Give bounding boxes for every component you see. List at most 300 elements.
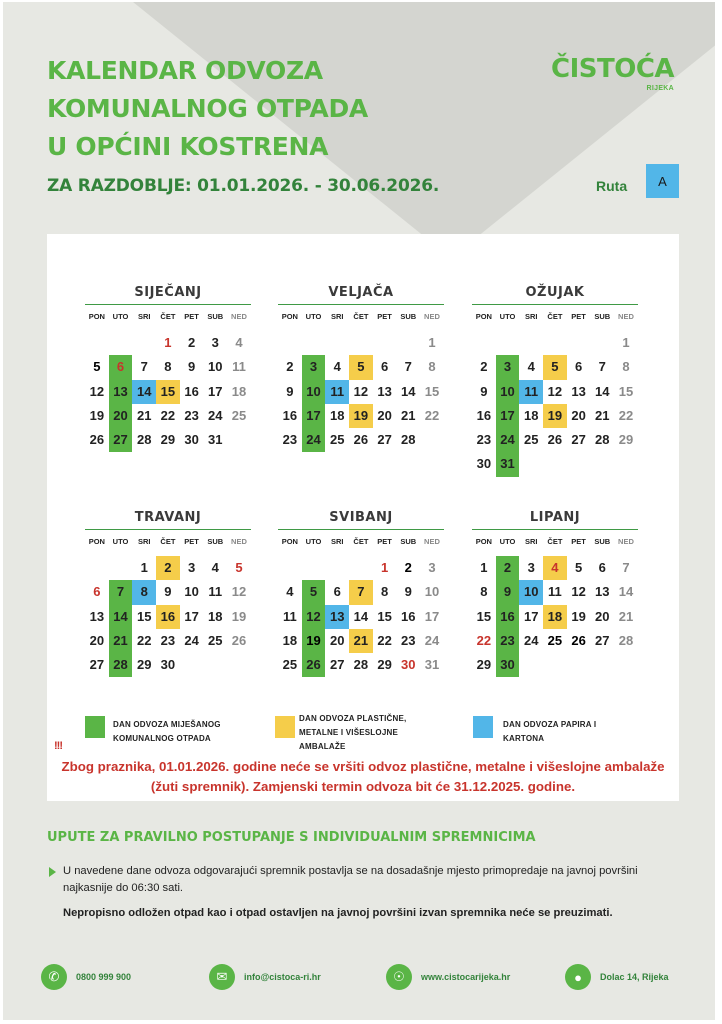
day-cell: 16 <box>184 383 199 399</box>
legend-yellow-swatch <box>275 716 295 738</box>
weekday-label: NED <box>424 537 440 546</box>
day-cell: 7 <box>140 359 148 375</box>
legend-green-label: DAN ODVOZA MIJEŠANOG KOMUNALNOG OTPADA <box>113 720 221 743</box>
footer-email[interactable] <box>209 964 321 990</box>
empty-cell <box>325 556 349 580</box>
day-cell: 17 <box>523 608 539 624</box>
day-cell: 13 <box>377 383 392 399</box>
day-cell: 1 <box>140 560 148 575</box>
day-cell: 21 <box>349 629 373 653</box>
day-cell: 14 <box>401 383 416 399</box>
day-cell: 23 <box>160 632 176 648</box>
day-grid <box>472 556 638 677</box>
day-cell: 24 <box>208 407 223 423</box>
day-cell: 9 <box>164 584 172 600</box>
legend-green-swatch <box>85 716 105 738</box>
day-cell: 8 <box>132 580 156 604</box>
day-cell: 25 <box>523 432 539 448</box>
weekday-header <box>278 537 444 551</box>
phone-icon: ✆ <box>41 964 67 990</box>
weekday-label: SUB <box>207 537 224 546</box>
day-cell: 17 <box>302 404 326 428</box>
day-cell: 30 <box>184 432 199 448</box>
weekday-label: ČET <box>353 312 369 321</box>
day-cell: 27 <box>595 632 610 648</box>
warning-marks: !!! <box>54 740 62 752</box>
day-cell: 28 <box>618 632 634 648</box>
weekday-label: UTO <box>499 537 516 546</box>
month-name: SVIBANJ <box>329 510 393 525</box>
day-cell: 22 <box>160 407 176 423</box>
legend-blue-swatch <box>473 716 493 738</box>
weekday-label: NED <box>231 537 247 546</box>
day-cell: 19 <box>543 404 567 428</box>
day-cell: 19 <box>349 404 373 428</box>
weekday-label: UTO <box>112 312 129 321</box>
empty-cell <box>278 331 302 355</box>
day-cell: 18 <box>543 605 567 629</box>
day-cell: 11 <box>519 380 543 404</box>
day-cell: 30 <box>160 657 176 673</box>
empty-cell <box>302 556 326 580</box>
day-cell: 9 <box>496 580 520 604</box>
day-cell: 14 <box>132 380 156 404</box>
day-cell: 22 <box>476 632 492 648</box>
day-cell: 17 <box>496 404 520 428</box>
day-cell: 12 <box>547 383 563 399</box>
instruction-1: U navedene dane odvoza odgovarajući spremnik postavlja se na dosadašnje mjesto primopredaje na javnoj površini najkasnije do 06:30 sati. <box>63 865 638 894</box>
day-cell: 14 <box>353 608 369 624</box>
weekday-label: PON <box>88 312 105 321</box>
day-cell: 8 <box>480 584 488 600</box>
day-cell: 1 <box>480 560 488 575</box>
weekday-label: SRI <box>330 312 344 321</box>
day-cell: 5 <box>302 580 326 604</box>
weekday-label: ČET <box>547 312 563 321</box>
day-cell: 21 <box>618 608 634 624</box>
month-5 <box>472 510 638 677</box>
day-cell: 2 <box>187 335 196 350</box>
empty-cell <box>396 331 420 355</box>
day-cell: 3 <box>211 335 219 350</box>
day-cell: 23 <box>282 432 298 448</box>
footer-address-text: Dolac 14, Rijeka <box>600 972 669 982</box>
weekday-label: PET <box>377 537 392 546</box>
day-cell: 27 <box>109 428 133 452</box>
day-cell: 6 <box>574 359 583 375</box>
weekday-label: ČET <box>160 537 176 546</box>
empty-cell <box>567 331 591 355</box>
day-cell: 22 <box>377 632 392 648</box>
day-cell: 31 <box>496 452 520 476</box>
weekday-label: PON <box>475 537 492 546</box>
day-grid <box>85 556 251 677</box>
day-cell: 12 <box>571 584 586 600</box>
day-cell: 3 <box>428 560 436 575</box>
day-cell: 18 <box>231 383 247 399</box>
weekday-label: SRI <box>330 537 344 546</box>
day-cell: 9 <box>480 383 488 399</box>
day-cell: 11 <box>232 359 246 375</box>
calendar-card <box>47 234 679 801</box>
bullet-icon <box>49 867 56 877</box>
day-cell: 6 <box>598 560 606 575</box>
day-cell: 28 <box>353 657 369 673</box>
empty-cell <box>85 556 109 580</box>
day-cell: 21 <box>401 407 416 423</box>
day-cell: 25 <box>208 632 223 648</box>
day-cell: 30 <box>476 456 492 472</box>
weekday-label: SUB <box>594 312 611 321</box>
day-cell: 8 <box>380 584 389 600</box>
day-grid <box>278 331 444 452</box>
day-cell: 15 <box>618 383 634 399</box>
day-cell: 2 <box>156 556 180 580</box>
day-cell: 19 <box>302 629 326 653</box>
day-cell: 20 <box>595 608 610 624</box>
day-cell: 5 <box>574 560 583 575</box>
weekday-label: SRI <box>524 537 538 546</box>
title-line-2: KOMUNALNOG OTPADA <box>47 94 368 123</box>
day-cell: 26 <box>571 632 586 648</box>
holiday-warning: Zbog praznika, 01.01.2026. godine neće se vršiti odvoz plastične, metalne i višeslojne ambalaže (žuti spremnik). Zamjenski termin odvoza bit će 31.12.2025. godine. <box>61 759 665 794</box>
month-name: VELJAČA <box>328 285 394 300</box>
day-cell: 10 <box>208 359 223 375</box>
weekday-label: SUB <box>594 537 611 546</box>
day-cell: 6 <box>380 359 389 375</box>
day-cell: 19 <box>571 608 586 624</box>
period: ZA RAZDOBLJE: 01.01.2026. - 30.06.2026. <box>47 176 440 196</box>
day-cell: 20 <box>89 632 105 648</box>
day-cell: 5 <box>235 560 243 575</box>
day-cell: 27 <box>571 432 586 448</box>
day-cell: 7 <box>109 580 133 604</box>
day-cell: 30 <box>496 653 520 677</box>
day-cell: 29 <box>377 657 392 673</box>
day-cell: 3 <box>496 355 520 379</box>
day-cell: 20 <box>109 404 133 428</box>
weekday-label: PET <box>184 312 199 321</box>
day-cell: 29 <box>160 432 176 448</box>
day-cell: 24 <box>302 428 326 452</box>
weekday-label: ČET <box>160 312 176 321</box>
footer-email-text: info@cistoca-ri.hr <box>244 972 321 982</box>
weekday-label: SRI <box>137 537 151 546</box>
instructions-title: UPUTE ZA PRAVILNO POSTUPANJE S INDIVIDUALNIM SPREMNICIMA <box>47 830 536 845</box>
day-cell: 4 <box>527 359 535 375</box>
day-cell: 20 <box>329 632 345 648</box>
day-cell: 14 <box>595 383 610 399</box>
day-cell: 8 <box>428 359 436 375</box>
day-cell: 4 <box>211 560 219 575</box>
day-cell: 3 <box>187 560 196 575</box>
weekday-label: SUB <box>400 537 417 546</box>
empty-cell <box>349 331 373 355</box>
weekday-label: NED <box>231 312 247 321</box>
day-cell: 26 <box>302 653 326 677</box>
day-cell: 14 <box>618 584 634 600</box>
day-cell: 16 <box>496 605 520 629</box>
day-cell: 24 <box>523 632 539 648</box>
day-cell: 4 <box>235 335 243 350</box>
day-cell: 13 <box>89 608 105 624</box>
empty-cell <box>278 556 302 580</box>
weekday-label: SRI <box>137 312 151 321</box>
day-cell: 13 <box>109 380 133 404</box>
month-rule <box>85 529 251 530</box>
day-cell: 6 <box>93 584 101 600</box>
day-cell: 18 <box>329 407 345 423</box>
weekday-header <box>85 537 251 551</box>
day-cell: 2 <box>404 560 412 575</box>
day-cell: 18 <box>208 608 223 624</box>
weekday-label: SRI <box>524 312 538 321</box>
empty-cell <box>373 331 397 355</box>
month-0 <box>85 285 251 452</box>
logo-sub: RIJEKA <box>646 85 675 92</box>
ruta-value: A <box>646 164 679 198</box>
day-grid <box>472 331 638 477</box>
day-cell: 13 <box>595 584 610 600</box>
day-cell: 1 <box>380 560 389 575</box>
day-cell: 23 <box>476 432 492 448</box>
month-2 <box>472 285 638 477</box>
day-cell: 18 <box>523 407 539 423</box>
day-cell: 28 <box>109 653 133 677</box>
day-cell: 15 <box>476 608 492 624</box>
day-grid <box>85 331 251 452</box>
month-1 <box>278 285 444 452</box>
title-line-3: U OPĆINI KOSTRENA <box>47 132 329 161</box>
day-cell: 8 <box>622 359 630 375</box>
ruta-label: Ruta <box>596 178 628 194</box>
footer-phone[interactable] <box>41 964 131 990</box>
weekday-label: SUB <box>207 312 224 321</box>
empty-cell <box>543 331 567 355</box>
day-cell: 10 <box>302 380 326 404</box>
empty-cell <box>109 556 133 580</box>
day-cell: 20 <box>377 407 392 423</box>
weekday-label: UTO <box>112 537 129 546</box>
day-cell: 9 <box>286 383 294 399</box>
day-cell: 26 <box>231 632 247 648</box>
day-cell: 10 <box>496 380 520 404</box>
day-cell: 13 <box>571 383 586 399</box>
day-cell: 23 <box>184 407 199 423</box>
page <box>3 2 715 1020</box>
day-cell: 16 <box>156 605 180 629</box>
day-cell: 21 <box>595 407 610 423</box>
empty-cell <box>325 331 349 355</box>
empty-cell <box>349 556 373 580</box>
empty-cell <box>132 331 156 355</box>
legend-blue-label: DAN ODVOZA PAPIRA I KARTONA <box>503 720 597 743</box>
weekday-label: ČET <box>547 537 563 546</box>
footer-phone-text: 0800 999 900 <box>76 972 132 982</box>
day-cell: 16 <box>476 407 492 423</box>
empty-cell <box>302 331 326 355</box>
day-cell: 11 <box>282 608 297 624</box>
day-cell: 27 <box>377 432 392 448</box>
day-cell: 6 <box>109 355 133 379</box>
day-cell: 9 <box>187 359 196 375</box>
day-cell: 9 <box>404 584 412 600</box>
month-rule <box>85 304 251 305</box>
day-cell: 14 <box>109 605 133 629</box>
day-cell: 29 <box>136 657 152 673</box>
empty-cell <box>472 331 496 355</box>
footer-web-text: www.cistocarijeka.hr <box>421 972 511 982</box>
month-name: OŽUJAK <box>525 285 585 300</box>
weekday-label: NED <box>618 312 634 321</box>
day-cell: 15 <box>424 383 440 399</box>
day-cell: 27 <box>329 657 345 673</box>
weekday-label: UTO <box>499 312 516 321</box>
month-rule <box>472 529 638 530</box>
day-cell: 31 <box>424 657 440 673</box>
globe-icon: ☉ <box>386 964 412 990</box>
day-cell: 17 <box>208 383 223 399</box>
weekday-label: NED <box>618 537 634 546</box>
day-cell: 25 <box>282 657 298 673</box>
weekday-label: PET <box>571 312 586 321</box>
day-grid <box>278 556 444 677</box>
day-cell: 30 <box>401 657 416 673</box>
day-cell: 22 <box>424 407 440 423</box>
day-cell: 2 <box>480 359 488 375</box>
weekday-label: PON <box>281 312 298 321</box>
weekday-header <box>472 312 638 326</box>
day-cell: 28 <box>136 432 152 448</box>
weekday-label: PON <box>88 537 105 546</box>
month-name: SIJEČANJ <box>134 285 202 300</box>
day-cell: 26 <box>89 432 105 448</box>
day-cell: 28 <box>595 432 610 448</box>
instruction-2: Nepropisno odložen otpad kao i otpad ostavljen na javnoj površini izvan spremnika neće se preuzimati. <box>63 907 613 919</box>
day-cell: 10 <box>424 584 440 600</box>
weekday-header <box>85 312 251 326</box>
day-cell: 11 <box>208 584 223 600</box>
legend-yellow-label: DAN ODVOZA PLASTIČNE, METALNE I VIŠESLOJNE AMBALAŽE <box>299 714 407 751</box>
day-cell: 4 <box>543 556 567 580</box>
day-cell: 12 <box>353 383 369 399</box>
day-cell: 12 <box>231 584 247 600</box>
day-cell: 2 <box>496 556 520 580</box>
day-cell: 22 <box>618 407 634 423</box>
day-cell: 7 <box>404 359 412 375</box>
day-cell: 3 <box>302 355 326 379</box>
weekday-label: PET <box>184 537 199 546</box>
day-cell: 24 <box>184 632 199 648</box>
day-cell: 12 <box>89 383 105 399</box>
day-cell: 6 <box>333 584 341 600</box>
day-cell: 10 <box>184 584 199 600</box>
day-cell: 8 <box>164 359 172 375</box>
day-cell: 26 <box>353 432 369 448</box>
day-cell: 26 <box>547 432 563 448</box>
month-rule <box>278 304 444 305</box>
day-cell: 17 <box>184 608 199 624</box>
day-cell: 1 <box>622 335 630 350</box>
weekday-label: PET <box>571 537 586 546</box>
location-pin-icon: ● <box>565 964 591 990</box>
month-rule <box>472 304 638 305</box>
day-cell: 1 <box>428 335 436 350</box>
day-cell: 21 <box>109 629 133 653</box>
weekday-header <box>278 312 444 326</box>
day-cell: 7 <box>598 359 606 375</box>
month-rule <box>278 529 444 530</box>
footer-address[interactable] <box>565 964 669 990</box>
weekday-label: PON <box>281 537 298 546</box>
day-cell: 18 <box>282 632 298 648</box>
day-cell: 5 <box>349 355 373 379</box>
day-cell: 11 <box>325 380 349 404</box>
weekday-label: PET <box>377 312 392 321</box>
month-3 <box>85 510 251 677</box>
day-cell: 2 <box>286 359 294 375</box>
day-cell: 4 <box>286 584 294 600</box>
month-name: TRAVANJ <box>134 510 202 525</box>
weekday-label: PON <box>475 312 492 321</box>
day-cell: 16 <box>282 407 298 423</box>
day-cell: 12 <box>302 605 326 629</box>
day-cell: 15 <box>136 608 152 624</box>
page-title <box>47 52 368 166</box>
day-cell: 28 <box>401 432 416 448</box>
day-cell: 24 <box>496 428 520 452</box>
day-cell: 4 <box>333 359 341 375</box>
day-cell: 5 <box>93 359 101 375</box>
empty-cell <box>109 331 133 355</box>
day-cell: 25 <box>231 407 247 423</box>
day-cell: 7 <box>349 580 373 604</box>
weekday-label: SUB <box>400 312 417 321</box>
empty-cell <box>85 331 109 355</box>
empty-cell <box>519 331 543 355</box>
month-4 <box>278 510 444 677</box>
weekday-label: ČET <box>353 537 369 546</box>
weekday-label: UTO <box>305 312 322 321</box>
day-cell: 5 <box>543 355 567 379</box>
day-cell: 17 <box>424 608 440 624</box>
day-cell: 29 <box>618 432 634 448</box>
day-cell: 31 <box>208 432 223 448</box>
day-cell: 25 <box>547 632 563 648</box>
title-line-1: KALENDAR ODVOZA <box>47 56 323 85</box>
day-cell: 15 <box>156 380 180 404</box>
logo <box>551 54 674 92</box>
day-cell: 16 <box>401 608 416 624</box>
day-cell: 20 <box>571 407 586 423</box>
day-cell: 29 <box>476 657 492 673</box>
empty-cell <box>590 331 614 355</box>
logo-main: ČISTOĆA <box>551 54 675 84</box>
day-cell: 22 <box>136 632 152 648</box>
month-name: LIPANJ <box>529 510 581 525</box>
mail-icon: ✉ <box>209 964 235 990</box>
day-cell: 3 <box>527 560 535 575</box>
footer-web[interactable] <box>386 964 510 990</box>
day-cell: 15 <box>377 608 392 624</box>
day-cell: 23 <box>496 629 520 653</box>
empty-cell <box>496 331 520 355</box>
day-cell: 1 <box>164 335 172 350</box>
day-cell: 23 <box>401 632 416 648</box>
day-cell: 27 <box>89 657 105 673</box>
day-cell: 21 <box>136 407 152 423</box>
weekday-header <box>472 537 638 551</box>
